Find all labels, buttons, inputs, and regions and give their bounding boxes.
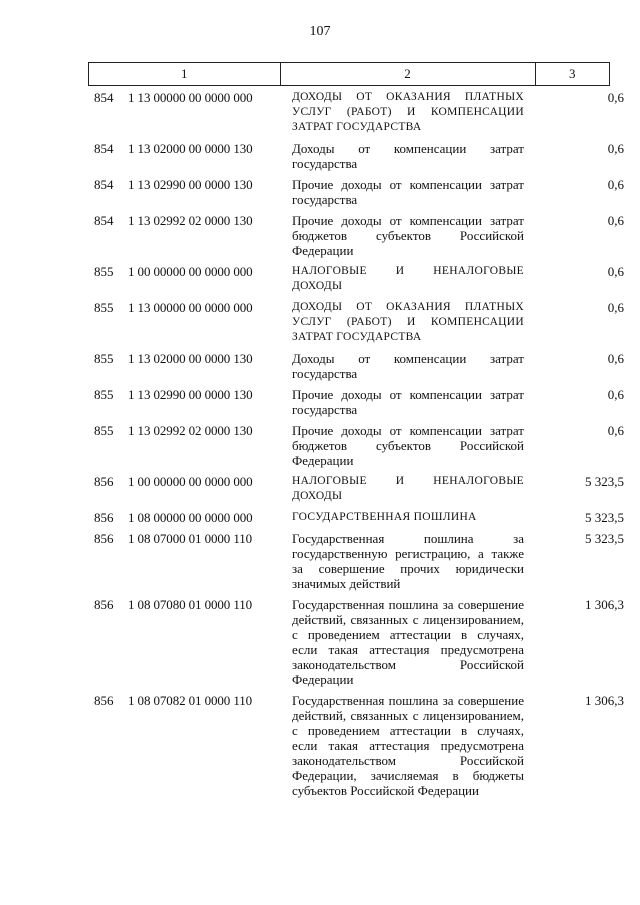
amount: 0,6 xyxy=(607,387,624,402)
table-row xyxy=(0,474,640,504)
table-row xyxy=(0,213,640,258)
income-name: Доходы от компенсации затрат государства xyxy=(292,351,524,381)
table-row xyxy=(0,90,640,135)
table-row xyxy=(0,177,640,207)
table-row xyxy=(0,510,640,525)
income-name: Прочие доходы от компенсации затрат бюджетов субъектов Российской Федерации xyxy=(292,423,524,468)
budget-code: 1 13 02000 00 0000 130 xyxy=(128,351,253,366)
budget-code: 1 08 07000 01 0000 110 xyxy=(128,531,253,546)
table-body xyxy=(0,90,640,804)
income-name: Прочие доходы от компенсации затрат бюджетов субъектов Российской Федерации xyxy=(292,213,524,258)
budget-code: 1 13 02990 00 0000 130 xyxy=(128,387,253,402)
table-row xyxy=(0,531,640,591)
admin-code: 855 xyxy=(94,351,114,366)
header-col-3: 3 xyxy=(535,63,609,86)
table-row xyxy=(0,351,640,381)
admin-code: 854 xyxy=(94,213,114,228)
income-name: Доходы от компенсации затрат государства xyxy=(292,141,524,171)
table-row xyxy=(0,387,640,417)
admin-code: 855 xyxy=(94,423,114,438)
amount: 0,6 xyxy=(607,177,624,192)
page-number: 107 xyxy=(309,24,331,39)
amount: 1 306,3 xyxy=(585,693,624,708)
budget-code: 1 13 02000 00 0000 130 xyxy=(128,141,253,156)
budget-code: 1 13 02990 00 0000 130 xyxy=(128,177,253,192)
admin-code: 856 xyxy=(94,693,114,708)
admin-code: 854 xyxy=(94,141,114,156)
income-name: Прочие доходы от компенсации затрат государства xyxy=(292,387,524,417)
income-name: Государственная пошлина за совершение действий, связанных с лицензированием, с проведением аттестации в случаях, если такая аттестация предусмотрена законодательством Российской Федерации, зачисляемая в бюджеты субъектов Российской Федерации xyxy=(292,693,524,798)
budget-code: 1 08 00000 00 0000 000 xyxy=(128,510,253,525)
admin-code: 855 xyxy=(94,300,114,315)
budget-code: 1 13 02992 02 0000 130 xyxy=(128,423,253,438)
amount: 5 323,5 xyxy=(585,474,624,489)
budget-code: 1 08 07080 01 0000 110 xyxy=(128,597,253,612)
income-name: НАЛОГОВЫЕ И НЕНАЛОГОВЫЕ ДОХОДЫ xyxy=(292,475,524,502)
admin-code: 855 xyxy=(94,264,114,279)
amount: 0,6 xyxy=(607,351,624,366)
amount: 5 323,5 xyxy=(585,531,624,546)
amount: 0,6 xyxy=(607,90,624,105)
admin-code: 855 xyxy=(94,387,114,402)
income-name: Государственная пошлина за совершение действий, связанных с лицензированием, с проведением аттестации в случаях, если такая аттестация предусмотрена законодательством Российской Федерации xyxy=(292,597,524,687)
admin-code: 854 xyxy=(94,177,114,192)
income-name: ДОХОДЫ ОТ ОКАЗАНИЯ ПЛАТНЫХ УСЛУГ (РАБОТ) И КОМПЕНСАЦИИ ЗАТРАТ ГОСУДАРСТВА xyxy=(292,91,524,133)
table-header xyxy=(88,62,610,86)
income-name: Прочие доходы от компенсации затрат государства xyxy=(292,177,524,207)
income-name: ГОСУДАРСТВЕННАЯ ПОШЛИНА xyxy=(292,511,477,523)
table-row xyxy=(0,693,640,798)
table-row xyxy=(0,597,640,687)
amount: 0,6 xyxy=(607,300,624,315)
amount: 0,6 xyxy=(607,264,624,279)
header-col-1: 1 xyxy=(89,63,281,86)
admin-code: 856 xyxy=(94,510,114,525)
table-row xyxy=(0,300,640,345)
budget-code: 1 00 00000 00 0000 000 xyxy=(128,264,253,279)
budget-code: 1 13 02992 02 0000 130 xyxy=(128,213,253,228)
income-name: Государственная пошлина за государственную регистрацию, а также за совершение прочих юридически значимых действий xyxy=(292,531,524,591)
income-name: НАЛОГОВЫЕ И НЕНАЛОГОВЫЕ ДОХОДЫ xyxy=(292,265,524,292)
amount: 0,6 xyxy=(607,213,624,228)
income-name: ДОХОДЫ ОТ ОКАЗАНИЯ ПЛАТНЫХ УСЛУГ (РАБОТ) И КОМПЕНСАЦИИ ЗАТРАТ ГОСУДАРСТВА xyxy=(292,301,524,343)
budget-code: 1 08 07082 01 0000 110 xyxy=(128,693,253,708)
table-row xyxy=(0,264,640,294)
budget-code: 1 13 00000 00 0000 000 xyxy=(128,300,253,315)
admin-code: 854 xyxy=(94,90,114,105)
admin-code: 856 xyxy=(94,531,114,546)
amount: 1 306,3 xyxy=(585,597,624,612)
table-row xyxy=(0,423,640,468)
amount: 5 323,5 xyxy=(585,510,624,525)
header-col-2: 2 xyxy=(280,63,535,86)
budget-code: 1 00 00000 00 0000 000 xyxy=(128,474,253,489)
amount: 0,6 xyxy=(607,141,624,156)
admin-code: 856 xyxy=(94,474,114,489)
amount: 0,6 xyxy=(607,423,624,438)
table-row xyxy=(0,141,640,171)
admin-code: 856 xyxy=(94,597,114,612)
budget-code: 1 13 00000 00 0000 000 xyxy=(128,90,253,105)
